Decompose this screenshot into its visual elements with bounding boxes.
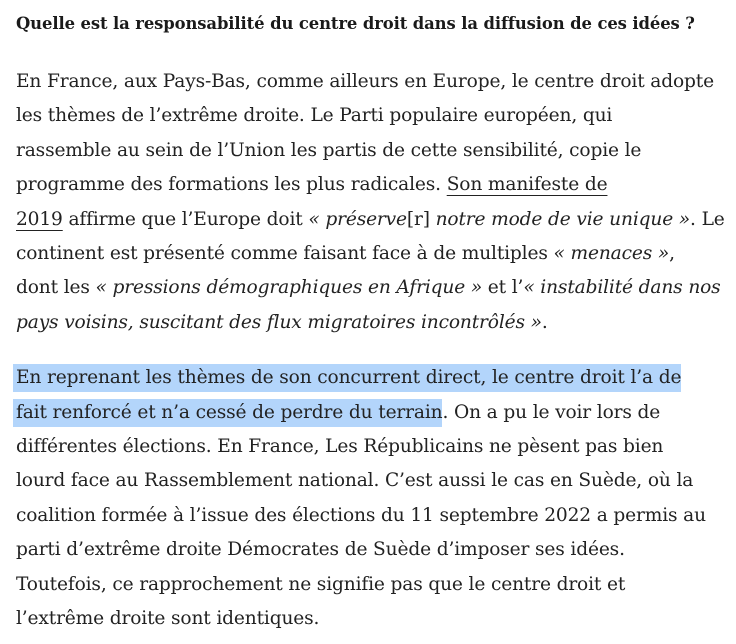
text-run: continent est présenté comme faisant face à de multiples <box>16 243 554 265</box>
text-line <box>16 499 728 533</box>
paragraph-centre-droit-consequences[interactable] <box>16 361 728 636</box>
text-run: En France, aux Pays-Bas, comme ailleurs en Europe, le centre droit adopte <box>16 71 714 92</box>
text-run: différentes élections. En France, Les Républicains ne pèsent pas bien <box>16 436 664 458</box>
text-line <box>16 99 728 133</box>
text-run: lourd face au Rassemblement national. C’est aussi le cas en Suède, où la <box>16 470 694 492</box>
paragraph-centre-droit-themes <box>16 65 728 340</box>
text-line <box>16 203 728 237</box>
quote-text: pays voisins, suscitant des flux migratoires incontrôlés » <box>16 311 542 333</box>
text-line <box>16 237 728 271</box>
quote-text: « menaces » <box>553 243 670 265</box>
text-run: l’extrême droite sont identiques. <box>16 608 320 630</box>
text-run: . Le <box>690 208 725 230</box>
text-line <box>16 396 728 430</box>
text-line <box>16 134 728 168</box>
text-line <box>16 533 728 567</box>
manifesto-link-year[interactable]: 2019 <box>16 208 63 230</box>
section-question-heading: Quelle est la responsabilité du centre droit dans la diffusion de ces idées ? <box>16 14 695 33</box>
text-run: les thèmes de l’extrême droite. Le Parti populaire européen, qui <box>16 105 613 127</box>
selected-text[interactable]: fait renforcé et n’a cessé de perdre du terrain <box>13 399 442 427</box>
text-line <box>16 168 728 202</box>
article-body <box>16 0 728 637</box>
manifesto-link[interactable]: Son manifeste de <box>446 174 608 196</box>
text-line <box>16 430 728 464</box>
text-run: . <box>541 311 548 333</box>
quote-text: « pressions démographiques en Afrique » <box>95 277 483 299</box>
text-run: Toutefois, ce rapprochement ne signifie pas que le centre droit et <box>16 573 626 595</box>
text-line <box>16 464 728 498</box>
text-run: , <box>669 243 675 265</box>
quote-text: « préserve <box>308 208 407 230</box>
text-line <box>16 271 728 305</box>
text-line <box>16 361 728 395</box>
text-run: . On a pu le voir lors de <box>442 401 661 423</box>
text-run: rassemble au sein de l’Union les partis de cette sensibilité, copie le <box>16 139 642 161</box>
bracket-insertion: [r] <box>406 208 430 230</box>
quote-text: « instabilité dans nos <box>523 277 721 299</box>
text-run: coalition formée à l’issue des élections du 11 septembre 2022 a permis au <box>16 504 706 526</box>
text-run: parti d’extrême droite Démocrates de Suède d’imposer ses idées. <box>16 539 625 561</box>
text-line <box>16 65 728 99</box>
text-run: dont les <box>16 277 96 299</box>
quote-text: notre mode de vie unique » <box>429 208 691 230</box>
text-line <box>16 306 728 340</box>
text-run: et l’ <box>482 277 524 299</box>
text-run: programme des formations les plus radicales. <box>16 174 447 196</box>
text-run: affirme que l’Europe doit <box>62 208 309 230</box>
text-line <box>16 568 728 602</box>
text-line <box>16 602 728 636</box>
selected-text[interactable]: En reprenant les thèmes de son concurrent direct, le centre droit l’a de <box>13 364 681 392</box>
